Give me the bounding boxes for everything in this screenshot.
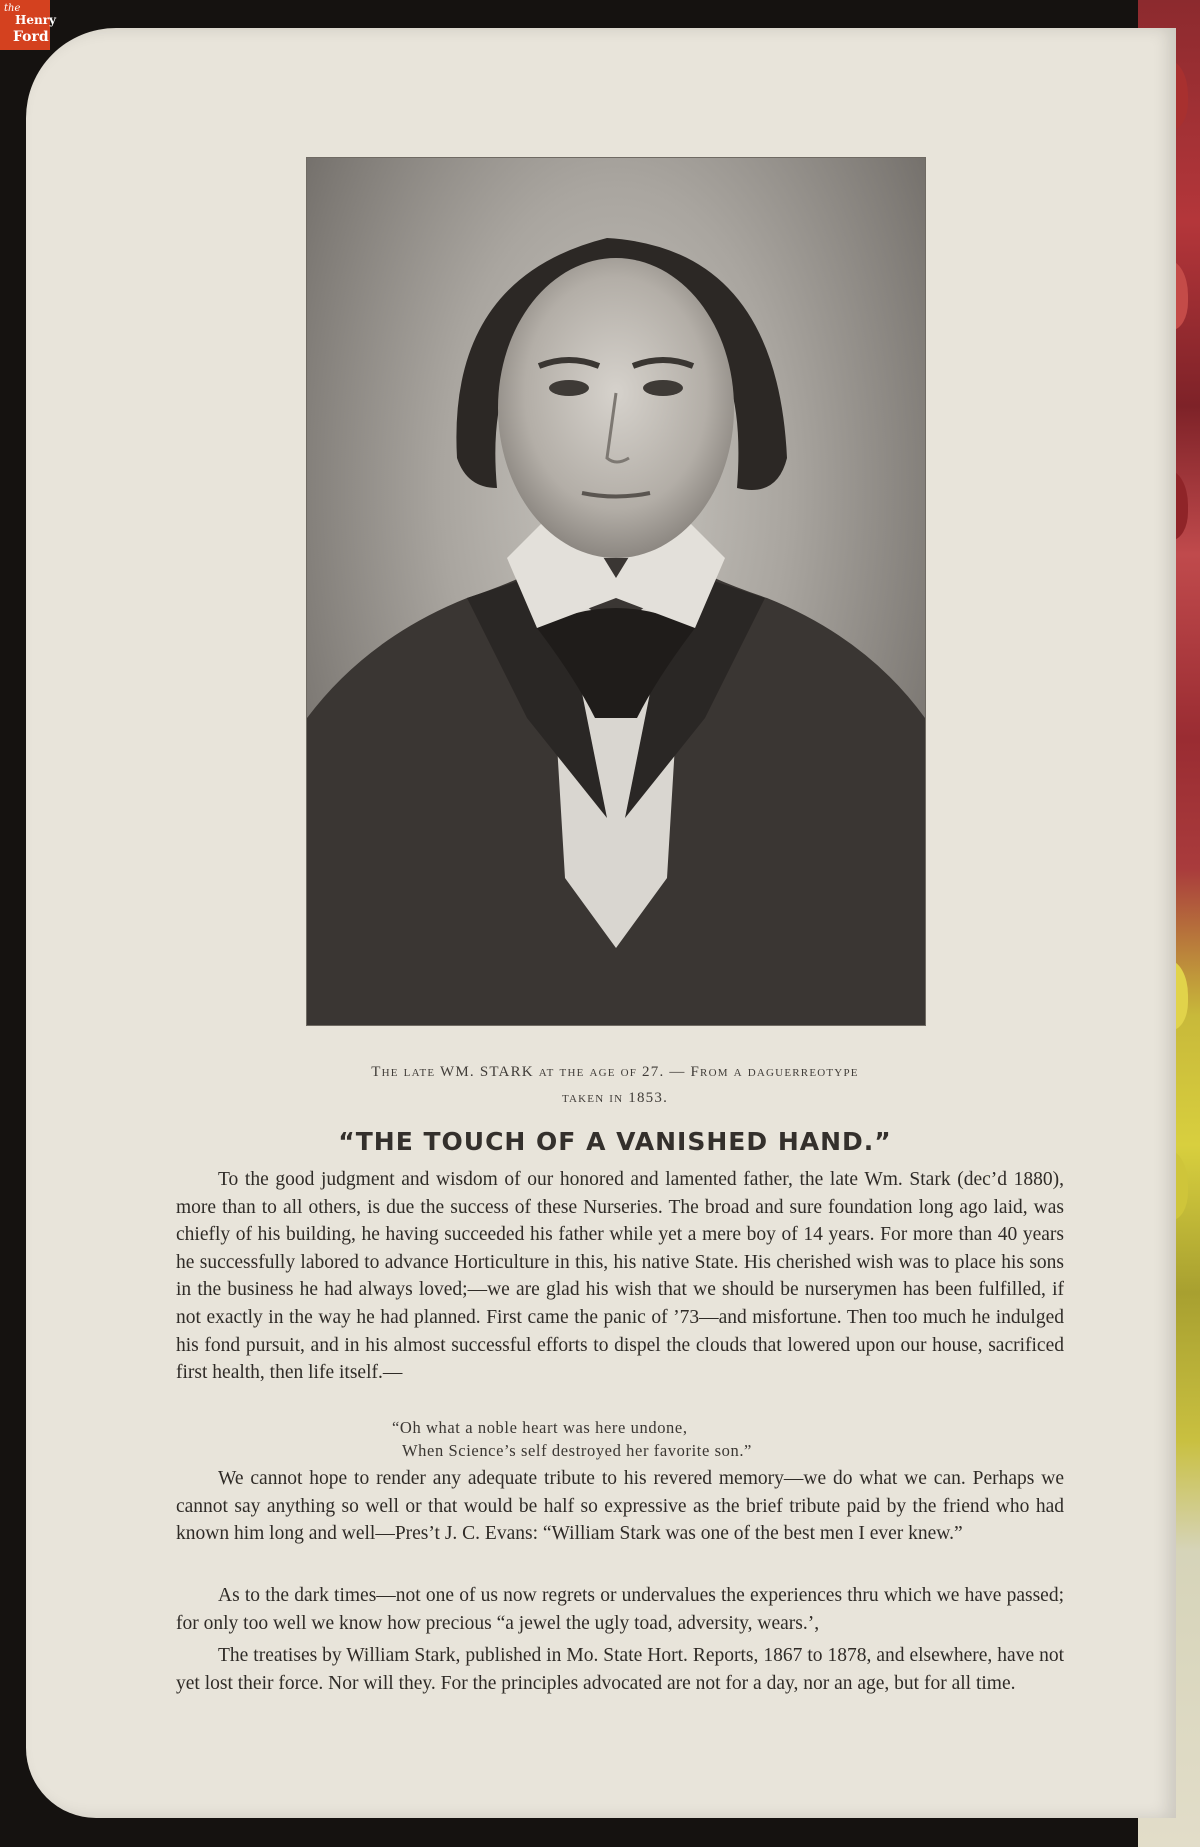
portrait-image: [307, 158, 925, 1025]
daguerreotype-portrait: [306, 157, 926, 1026]
left-eye: [549, 380, 589, 396]
photo-caption: The late WM. STARK at the age of 27. — From a daguerreotype: [371, 1064, 859, 1080]
body-paragraph: As to the dark times—not one of us now regrets or undervalues the experiences thru which we have passed; for only too well we know how precious “a jewel the ugly toad, adversity, wears.’,: [176, 1585, 1064, 1634]
poem-line: “Oh what a noble heart was here undone,: [392, 1418, 688, 1437]
henry-ford-logo: the Henry Ford: [0, 0, 50, 50]
right-eye: [643, 380, 683, 396]
body-paragraph: The treatises by William Stark, published in Mo. State Hort. Reports, 1867 to 1878, and elsewhere, have not yet lost their force. Nor will they. For the principles advocated are not for a day, nor an age, but for all time.: [176, 1645, 1064, 1694]
article-heading: “THE TOUCH OF A VANISHED HAND.”: [338, 1127, 892, 1156]
photo-caption-continued: taken in 1853.: [561, 1090, 669, 1106]
body-paragraph: We cannot hope to render any adequate tribute to his revered memory—we do what we can. Perhaps we cannot say anything so well or that would be half so expressive as the brief tribute paid by the friend who had known him long and well—Pres’t J. C. Evans: “William Stark was one of the best men I ever knew.”: [176, 1468, 1064, 1545]
poem-line: When Science’s self destroyed her favorite son.”: [402, 1441, 752, 1460]
face: [498, 258, 734, 558]
body-paragraph: To the good judgment and wisdom of our honored and lamented father, the late Wm. Stark (dec’d 1880), more than to all others, is due the success of these Nurseries. The broad and sure foundation long ago laid, was chiefly of his building, he having succeeded his father while yet a mere boy of 14 years. For more than 40 years he successfully labored to advance Horticulture in this, his native State. His cherished wish was to place his sons in the business he had always loved;—we are glad his wish that we should be nurserymen has been fulfilled, if not exactly in the way he had planned. First came the panic of ’73—and misfortune. Then too much he indulged his fond pursuit, and in his almost successful efforts to dispel the clouds that lowered upon our house, sacrificed first health, then life itself.—: [176, 1169, 1064, 1384]
